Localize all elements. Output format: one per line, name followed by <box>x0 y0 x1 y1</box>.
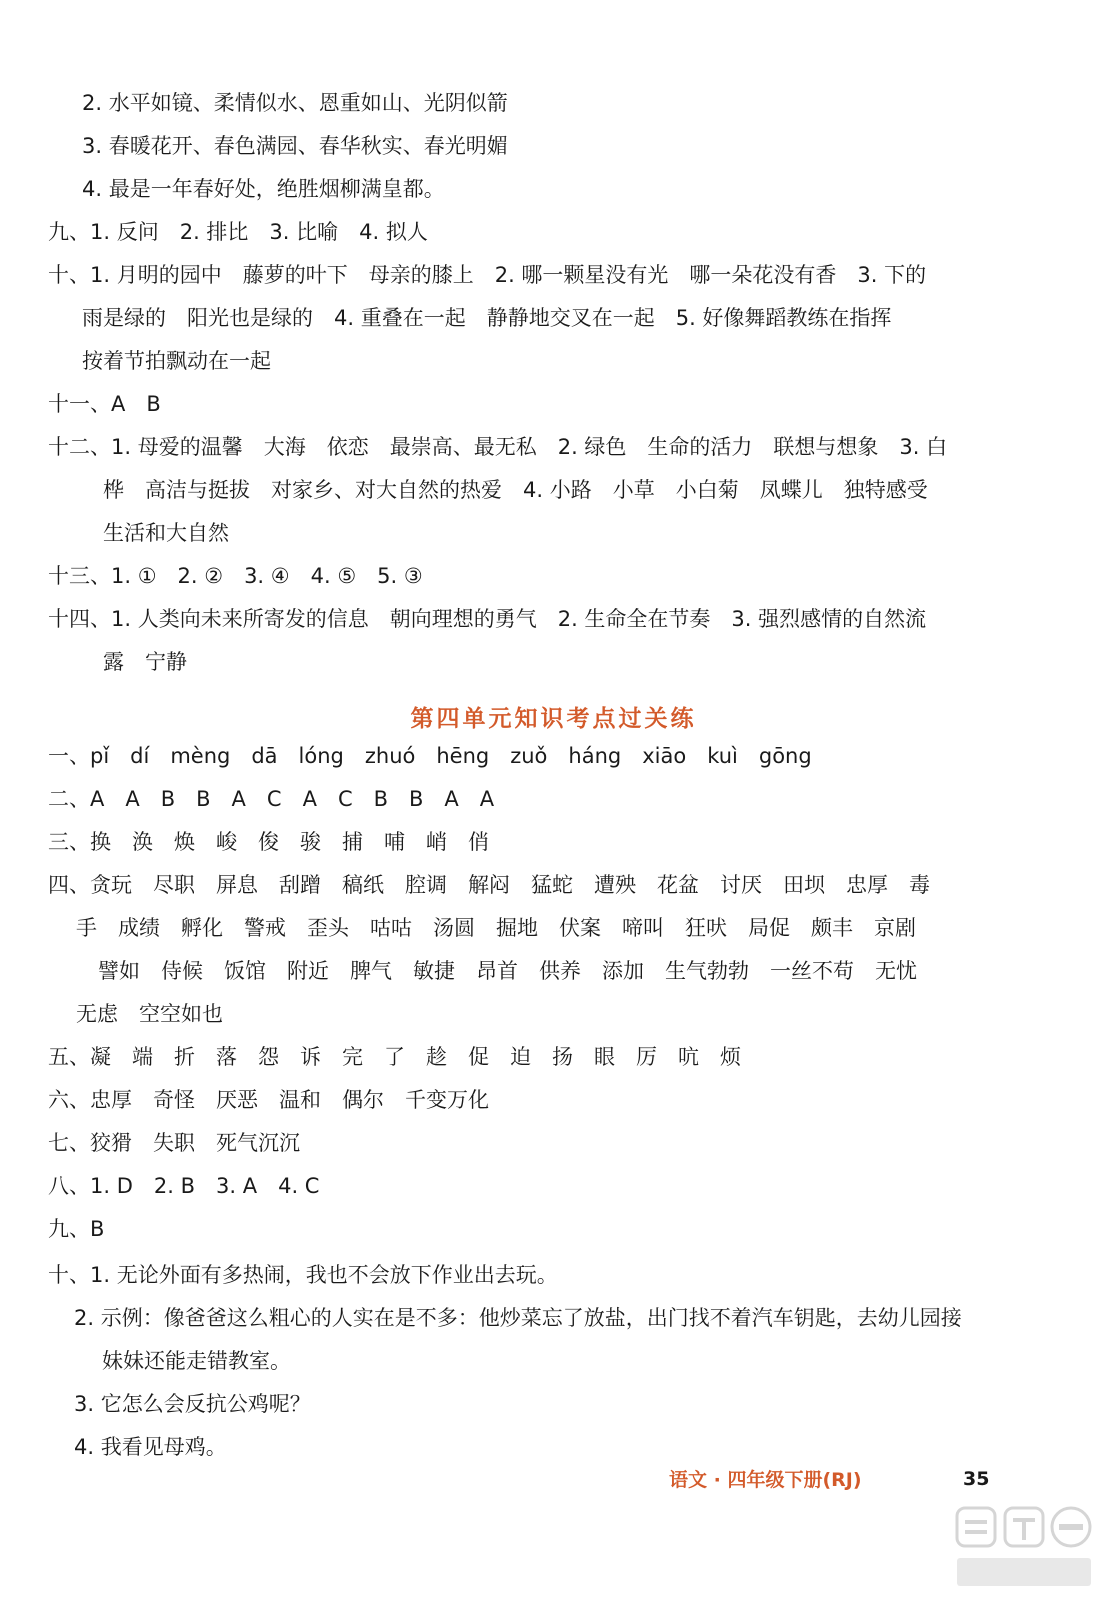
answer-line: 3. 它怎么会反抗公鸡呢？ <box>74 1392 311 1416</box>
answer-line: 十二、1. 母爱的温馨 大海 依恋 最崇高、最无私 2. 绿色 生命的活力 联想与想象 3. 白 <box>48 435 948 459</box>
answer-line: 九、1. 反问 2. 排比 3. 比喻 4. 拟人 <box>48 220 428 244</box>
answer-line: 2. 水平如镜、柔情似水、恩重如山、光阴似箭 <box>82 91 508 115</box>
answer-line: 十四、1. 人类向未来所寄发的信息 朝向理想的勇气 2. 生命全在节奏 3. 强烈感情的自然流 <box>48 607 927 631</box>
answer-line: 雨是绿的 阳光也是绿的 4. 重叠在一起 静静地交叉在一起 5. 好像舞蹈教练在指挥 <box>82 306 892 330</box>
page-number: 35 <box>963 1468 990 1490</box>
answer-line: 4. 最是一年春好处，绝胜烟柳满皇都。 <box>82 177 445 201</box>
answer-line: 十三、1. ① 2. ② 3. ④ 4. ⑤ 5. ③ <box>48 564 423 588</box>
footer-subject: 语文 · 四年级下册(RJ) <box>669 1469 862 1491</box>
answer-line: 十一、A B <box>48 392 161 416</box>
answer-line: 六、忠厚 奇怪 厌恶 温和 偶尔 千变万化 <box>48 1088 489 1112</box>
answer-line: 二、A A B B A C A C B B A A <box>48 787 495 811</box>
watermark-logo <box>949 1502 1099 1594</box>
answer-line: 四、贪玩 尽职 屏息 刮蹭 稿纸 腔调 解闷 猛蛇 遭殃 花盆 讨厌 田坝 忠厚 毒 <box>48 873 930 897</box>
answer-line: 十、1. 月明的园中 藤萝的叶下 母亲的膝上 2. 哪一颗星没有光 哪一朵花没有香 3. 下的 <box>48 263 927 287</box>
answer-line: 八、1. D 2. B 3. A 4. C <box>48 1174 320 1198</box>
answer-line: 手 成绩 孵化 警戒 歪头 咕咕 汤圆 掘地 伏案 啼叫 狂吠 局促 颇丰 京剧 <box>76 916 916 940</box>
answer-line: 生活和大自然 <box>103 521 229 545</box>
answer-line: 三、换 涣 焕 峻 俊 骏 捕 哺 峭 俏 <box>48 830 489 854</box>
answer-line: 九、B <box>48 1217 105 1241</box>
answer-line: 露 宁静 <box>103 650 187 674</box>
section-title: 第四单元知识考点过关练 <box>410 705 697 732</box>
answer-line: 4. 我看见母鸡。 <box>74 1435 227 1459</box>
answer-line: 一、pǐ dí mèng dā lóng zhuó hēng zuǒ háng xiāo kuì gōng <box>48 744 812 768</box>
answer-line: 妹妹还能走错教室。 <box>102 1349 291 1373</box>
answer-line: 无虑 空空如也 <box>76 1002 223 1026</box>
answer-line: 按着节拍飘动在一起 <box>82 349 271 373</box>
answer-line: 五、凝 端 折 落 怨 诉 完 了 趁 促 迫 扬 眼 厉 吭 烦 <box>48 1045 741 1069</box>
answer-line: 桦 高洁与挺拔 对家乡、对大自然的热爱 4. 小路 小草 小白菊 凤蝶儿 独特感受 <box>103 478 928 502</box>
answer-line: 譬如 侍候 饭馆 附近 脾气 敏捷 昂首 供养 添加 生气勃勃 一丝不苟 无忧 <box>98 959 917 983</box>
answer-line: 七、狡猾 失职 死气沉沉 <box>48 1131 300 1155</box>
answer-line: 2. 示例：像爸爸这么粗心的人实在是不多：他炒菜忘了放盐，出门找不着汽车钥匙，去幼儿园接 <box>74 1306 962 1330</box>
answer-line: 3. 春暖花开、春色满园、春华秋实、春光明媚 <box>82 134 508 158</box>
answer-line: 十、1. 无论外面有多热闹，我也不会放下作业出去玩。 <box>48 1263 558 1287</box>
